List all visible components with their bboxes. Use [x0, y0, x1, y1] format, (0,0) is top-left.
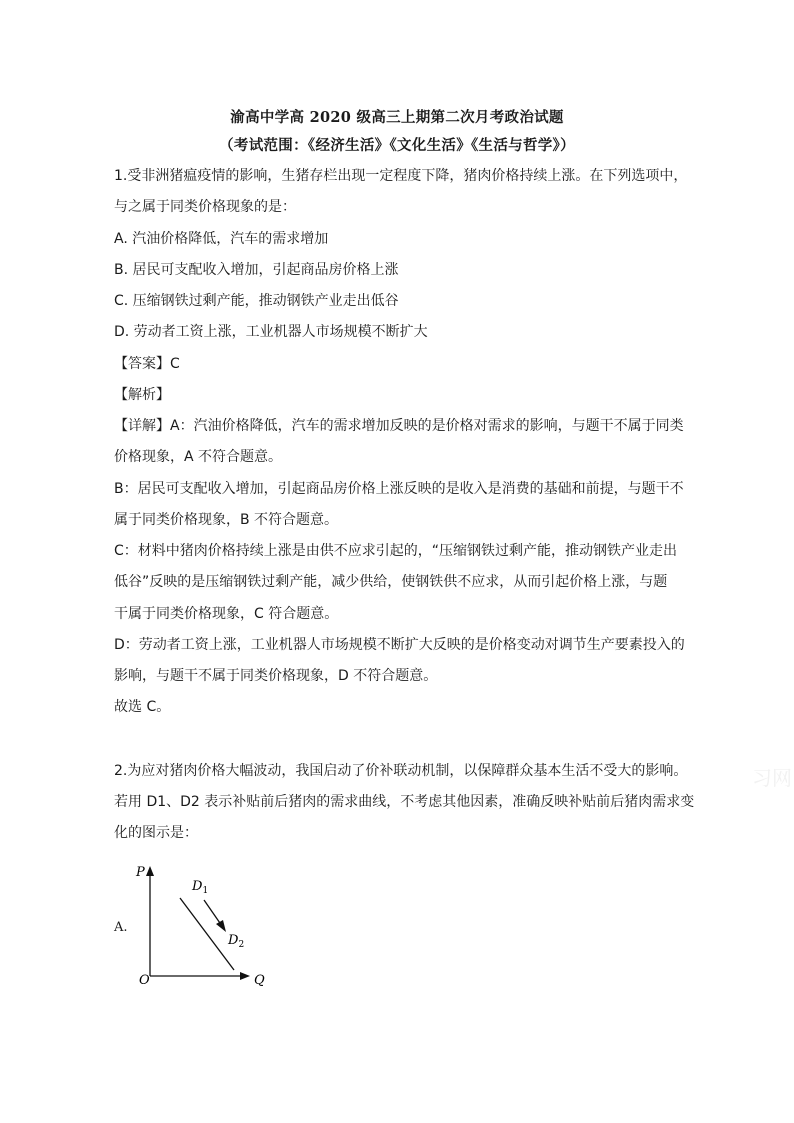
shift-arrow-line: [204, 900, 222, 926]
exam-title: 渝高中学高 2020 级高三上期第二次月考政治试题: [230, 109, 564, 126]
watermark: 习网: [752, 766, 792, 790]
q1-option-c: C. 压缩钢铁过剩产能，推动钢铁产业走出低谷: [114, 293, 399, 309]
q1-answer: 【答案】C: [114, 356, 180, 372]
q1-option-a: A. 汽油价格降低，汽车的需求增加: [114, 231, 329, 247]
q2-option-a-label: A.: [114, 920, 128, 935]
q1-stem-line-1: 1.受非洲猪瘟疫情的影响，生猪存栏出现一定程度下降，猪肉价格持续上涨。在下列选项中，: [114, 168, 688, 184]
shift-arrow-icon: [216, 920, 226, 932]
curve-label-d1: $D_1$: [192, 879, 209, 896]
q1-option-d: D. 劳动者工资上涨，工业机器人市场规模不断扩大: [114, 324, 428, 340]
q1-detail-line-9: 影响，与题干不属于同类价格现象，D 不符合题意。: [114, 668, 438, 684]
demand-curve-d1: [180, 898, 234, 970]
y-axis-arrow-icon: [146, 866, 154, 876]
q2-stem-line-1: 2.为应对猪肉价格大幅波动，我国启动了价补联动机制，以保障群众基本生活不受大的影响。: [114, 763, 688, 779]
x-axis-label: Q: [254, 973, 265, 988]
q1-option-b: B. 居民可支配收入增加，引起商品房价格上涨: [114, 262, 399, 278]
x-axis-arrow-icon: [240, 972, 250, 980]
q1-detail-line-2: 价格现象，A 不符合题意。: [114, 449, 283, 465]
y-axis-label: P: [136, 865, 145, 880]
q1-detail-line-8: D：劳动者工资上涨，工业机器人市场规模不断扩大反映的是价格变动对调节生产要素投入的: [114, 637, 685, 653]
demand-curve-diagram: [134, 858, 284, 993]
q1-stem-line-2: 与之属于同类价格现象的是：: [114, 199, 296, 215]
q1-detail-line-6: 低谷”反映的是压缩钢铁过剩产能，减少供给，使钢铁供不应求，从而引起价格上涨，与题: [114, 574, 668, 590]
curve-label-d2: $D_2$: [228, 933, 245, 950]
q1-detail-line-4: 属于同类价格现象，B 不符合题意。: [114, 512, 339, 528]
q2-stem-line-3: 化的图示是：: [114, 825, 198, 841]
q1-conclusion: 故选 C。: [114, 699, 171, 715]
q1-analysis-heading: 【解析】: [114, 387, 170, 403]
q1-detail-line-7: 干属于同类价格现象，C 符合题意。: [114, 606, 339, 622]
origin-label: O: [139, 973, 150, 988]
q2-stem-line-2: 若用 D1、D2 表示补贴前后猪肉的需求曲线，不考虑其他因素，准确反映补贴前后猪肉需求变: [114, 794, 695, 810]
q1-detail-line-5: C：材料中猪肉价格持续上涨是由供不应求引起的，“压缩钢铁过剩产能，推动钢铁产业走出: [114, 543, 678, 559]
q1-detail-line-1: 【详解】A：汽油价格降低，汽车的需求增加反映的是价格对需求的影响，与题干不属于同类: [114, 418, 684, 434]
exam-scope: （考试范围：《经济生活》《文化生活》《生活与哲学》）: [219, 137, 575, 154]
q1-detail-line-3: B：居民可支配收入增加，引起商品房价格上涨反映的是收入是消费的基础和前提，与题干不: [114, 481, 684, 497]
